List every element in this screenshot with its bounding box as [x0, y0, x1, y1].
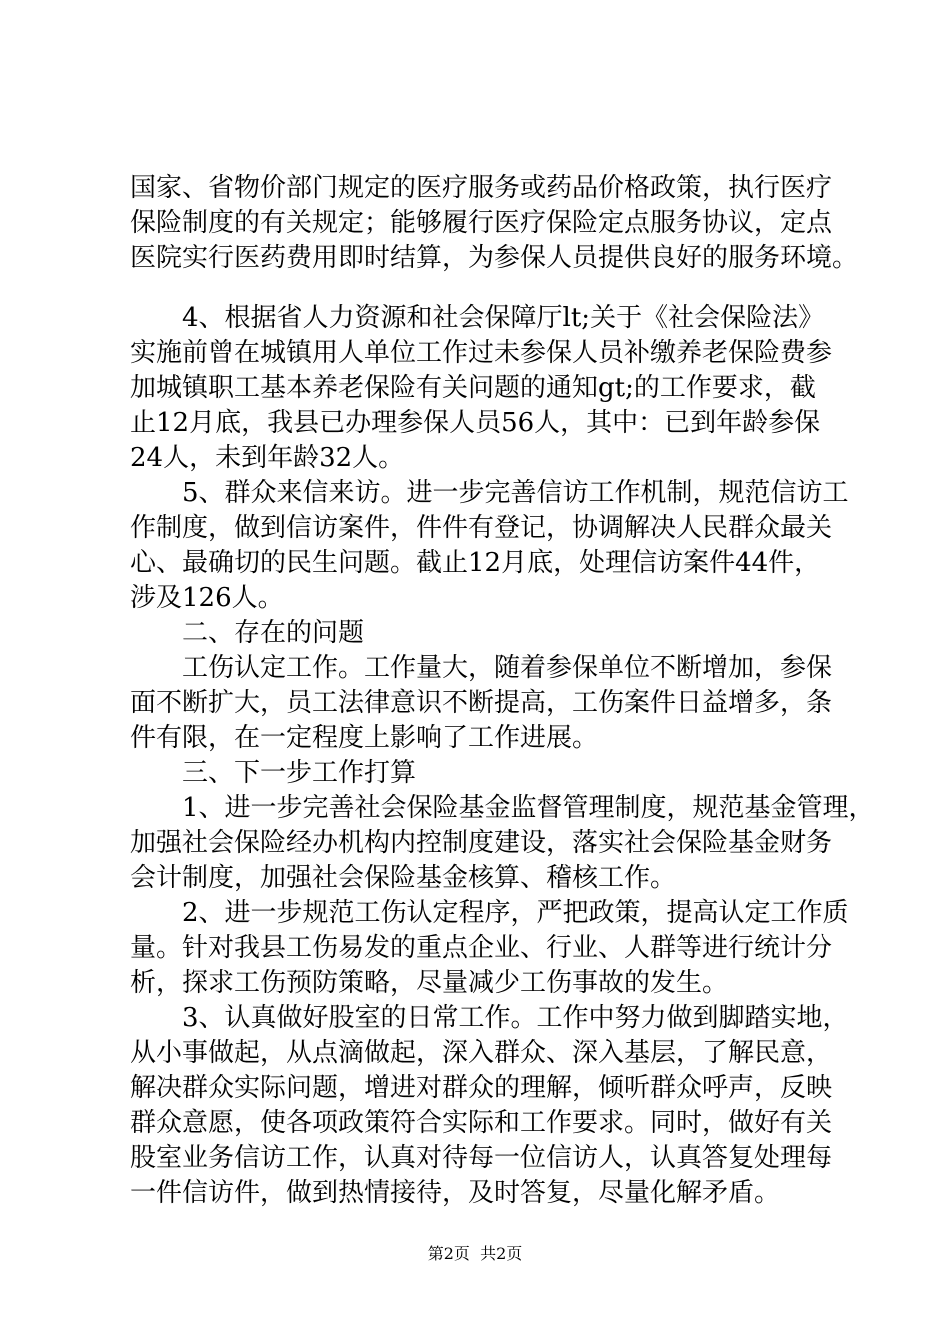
- text-line: 医院实行医药费用即时结算，为参保人员提供良好的服务环境。: [130, 243, 859, 273]
- text-line: 2、进一步规范工伤认定程序，严把政策，提高认定工作质: [182, 898, 849, 928]
- page-number-footer: 第2页 共2页: [427, 1244, 523, 1263]
- section-heading: 二、存在的问题: [182, 618, 365, 648]
- text-line: 涉及126人。: [130, 583, 284, 613]
- text-line: 析，探求工伤预防策略，尽量减少工伤事故的发生。: [130, 968, 729, 998]
- text-line: 作制度，做到信访案件，件件有登记，协调解决人民群众最关: [130, 513, 833, 543]
- text-line: 1、进一步完善社会保险基金监督管理制度，规范基金管理，: [182, 793, 875, 823]
- text-line: 4、根据省人力资源和社会保障厅lt;关于《社会保险法》: [182, 303, 825, 333]
- text-line: 会计制度，加强社会保险基金核算、稽核工作。: [130, 863, 677, 893]
- section-heading: 三、下一步工作打算: [182, 758, 417, 788]
- text-line: 件有限，在一定程度上影响了工作进展。: [130, 723, 599, 753]
- text-line: 加城镇职工基本养老保险有关问题的通知gt;的工作要求，截: [130, 373, 816, 403]
- text-line: 3、认真做好股室的日常工作。工作中努力做到脚踏实地，: [182, 1003, 849, 1033]
- text-line: 量。针对我县工伤易发的重点企业、行业、人群等进行统计分: [130, 933, 833, 963]
- text-line: 一件信访件，做到热情接待，及时答复，尽量化解矛盾。: [130, 1178, 781, 1208]
- text-line: 国家、省物价部门规定的医疗服务或药品价格政策，执行医疗: [130, 173, 833, 203]
- text-line: 保险制度的有关规定；能够履行医疗保险定点服务协议，定点: [130, 208, 833, 238]
- text-line: 工伤认定工作。工作量大，随着参保单位不断增加，参保: [182, 653, 833, 683]
- text-line: 加强社会保险经办机构内控制度建设，落实社会保险基金财务: [130, 828, 833, 858]
- text-line: 24人，未到年龄32人。: [130, 443, 405, 473]
- text-line: 5、群众来信来访。进一步完善信访工作机制，规范信访工: [182, 478, 849, 508]
- paragraph-gap: [130, 276, 842, 301]
- text-line: 群众意愿，使各项政策符合实际和工作要求。同时，做好有关: [130, 1108, 833, 1138]
- text-line: 面不断扩大，员工法律意识不断提高，工伤案件日益增多，条: [130, 688, 833, 718]
- text-line: 从小事做起，从点滴做起，深入群众、深入基层，了解民意，: [130, 1038, 833, 1068]
- text-line: 解决群众实际问题，增进对群众的理解，倾听群众呼声，反映: [130, 1073, 833, 1103]
- text-line: 止12月底，我县已办理参保人员56人，其中：已到年龄参保: [130, 408, 821, 438]
- text-line: 股室业务信访工作，认真对待每一位信访人，认真答复处理每: [130, 1143, 833, 1173]
- document-body: [130, 171, 875, 1211]
- text-line: 心、最确切的民生问题。截止12月底，处理信访案件44件，: [130, 548, 821, 578]
- text-line: 实施前曾在城镇用人单位工作过未参保人员补缴养老保险费参: [130, 338, 833, 368]
